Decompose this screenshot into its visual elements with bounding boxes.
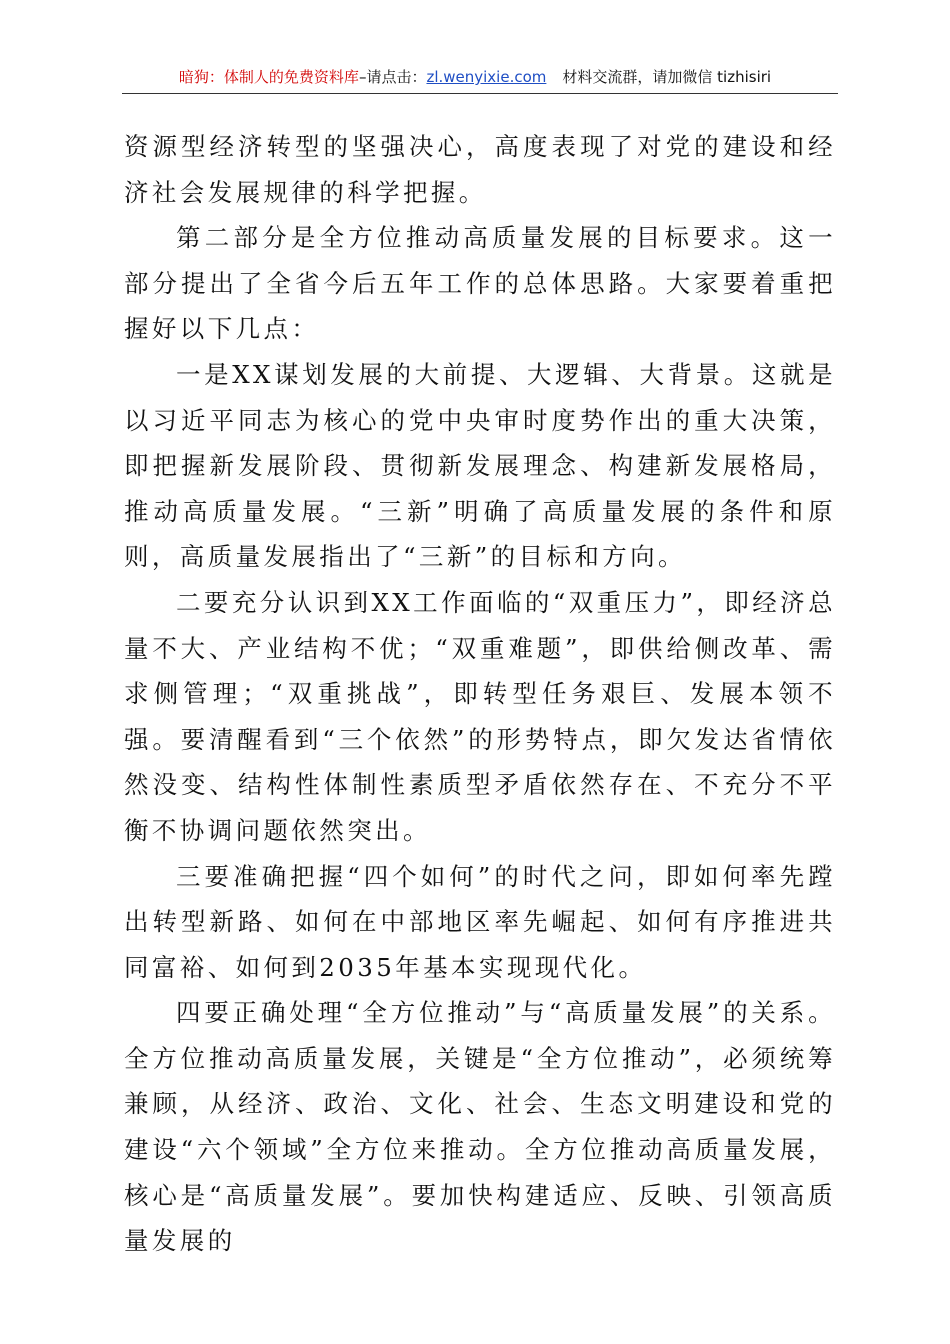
paragraph-point-four: 四要正确处理“全方位推动”与“高质量发展”的关系。全方位推动高质量发展，关键是“全方位推动”，必须统筹兼顾，从经济、政治、文化、社会、生态文明建设和党的建设“六个领域”全方位来推动。全方位推动高质量发展，核心是“高质量发展”。要加快构建适应、反映、引领高质量发展的	[124, 998, 836, 1256]
header-wechat-note: 材料交流群，请加微信 tizhisiri	[562, 68, 772, 86]
paragraph-point-two: 二要充分认识到XX工作面临的“双重压力”，即经济总量不大、产业结构不优；“双重难题”，即供给侧改革、需求侧管理；“双重挑战”，即转型任务艰巨、发展本领不强。要清醒看到“三个依然”的形势特点，即欠发达省情依然没变、结构性体制性素质型矛盾依然存在、不充分不平衡不协调问题依然突出。	[124, 587, 836, 845]
header-click-prompt: –请点击：	[358, 68, 427, 86]
document-body	[124, 124, 836, 1264]
page-header	[0, 66, 950, 88]
header-site-name: 暗狗：体制人的免费资料库	[178, 68, 359, 86]
header-divider	[122, 93, 838, 94]
paragraph-continuation: 资源型经济转型的坚强决心，高度表现了对党的建设和经济社会发展规律的科学把握。	[124, 132, 836, 207]
paragraph-part-two-intro: 第二部分是全方位推动高质量发展的目标要求。这一部分提出了全省今后五年工作的总体思路。大家要着重把握好以下几点：	[124, 223, 836, 344]
header-url-link[interactable]: zl.wenyixie.com	[426, 68, 547, 86]
paragraph-point-one: 一是XX谋划发展的大前提、大逻辑、大背景。这就是以习近平同志为核心的党中央审时度势作出的重大决策，即把握新发展阶段、贯彻新发展理念、构建新发展格局，推动高质量发展。“三新”明确了高质量发展的条件和原则，高质量发展指出了“三新”的目标和方向。	[124, 359, 836, 572]
paragraph-point-three: 三要准确把握“四个如何”的时代之问，即如何率先蹚出转型新路、如何在中部地区率先崛起、如何有序推进共同富裕、如何到2035年基本实现现代化。	[124, 861, 836, 982]
